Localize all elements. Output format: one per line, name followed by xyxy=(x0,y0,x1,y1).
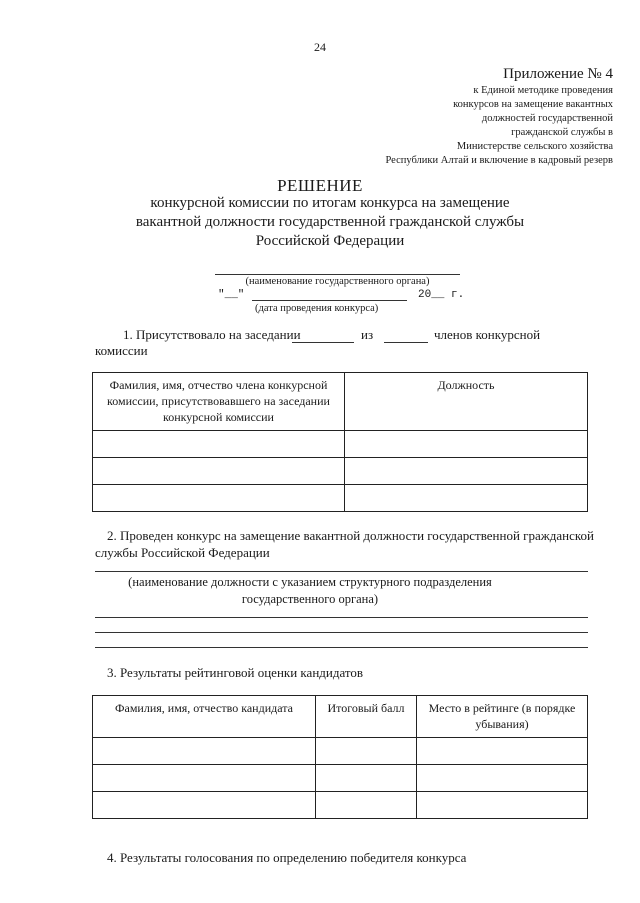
table-row xyxy=(93,738,588,765)
organ-caption: (наименование государственного органа) xyxy=(245,276,430,287)
appendix-line: к Единой методике проведения xyxy=(473,85,613,96)
section2-text: 2. Проведен конкурс на замещение вакантной должности государственной гражданской службы Российской Федерации xyxy=(95,528,594,560)
total-members-field xyxy=(384,342,428,343)
table-cell xyxy=(93,738,316,765)
appendix-title: Приложение № 4 xyxy=(503,66,613,82)
attended-count-field xyxy=(292,342,354,343)
blank-line xyxy=(95,647,588,648)
table-row xyxy=(93,431,588,458)
date-year: 20__ г. xyxy=(418,289,465,301)
table-cell xyxy=(93,485,345,512)
table-cell xyxy=(345,485,588,512)
column-header: Фамилия, имя, отчество члена конкурсной комиссии, присутствовавшего на заседании конкурсной комиссии xyxy=(93,373,345,431)
section1-text-d: комиссии xyxy=(95,343,148,358)
date-caption: (дата проведения конкурса) xyxy=(255,303,379,314)
appendix-line: Министерстве сельского хозяйства xyxy=(456,141,613,152)
table-cell xyxy=(417,792,588,819)
section1-text-c: членов конкурсной xyxy=(434,327,541,342)
section4-text: 4. Результаты голосования по определению победителя конкурса xyxy=(107,850,467,865)
column-header: Фамилия, имя, отчество кандидата xyxy=(93,696,316,738)
appendix-line: Республики Алтай и включение в кадровый резерв xyxy=(385,155,613,166)
column-header: Место в рейтинге (в порядке убывания) xyxy=(417,696,588,738)
appendix-line: должностей государственной xyxy=(481,113,613,124)
table-cell xyxy=(316,738,417,765)
table-cell xyxy=(417,765,588,792)
section1-text-a: 1. Присутствовало на заседании xyxy=(123,327,301,342)
appendix-line: гражданской службы в xyxy=(511,127,613,138)
position-name-field xyxy=(95,571,588,572)
appendix-line: конкурсов на замещение вакантных xyxy=(453,99,613,110)
table-row xyxy=(93,765,588,792)
rating-table xyxy=(92,695,588,819)
table-cell xyxy=(345,431,588,458)
appendix-description xyxy=(353,84,613,168)
table-cell xyxy=(345,458,588,485)
date-field xyxy=(252,300,407,301)
table-cell xyxy=(316,765,417,792)
organ-name-field xyxy=(215,274,460,275)
blank-line xyxy=(95,632,588,633)
page-number: 24 xyxy=(314,40,326,54)
table-cell xyxy=(93,431,345,458)
table-header-row xyxy=(93,373,588,431)
blank-line xyxy=(95,617,588,618)
table-row xyxy=(93,485,588,512)
column-header: Должность xyxy=(345,373,588,431)
column-header: Итоговый балл xyxy=(316,696,417,738)
table-cell xyxy=(417,738,588,765)
date-day: "__" xyxy=(218,289,245,301)
document-heading: РЕШЕНИЕ xyxy=(277,176,363,195)
members-table xyxy=(92,372,588,512)
table-cell xyxy=(93,765,316,792)
table-row xyxy=(93,458,588,485)
section3-text: 3. Результаты рейтинговой оценки кандидатов xyxy=(107,665,364,680)
section1-text-b: из xyxy=(361,327,374,342)
table-header-row xyxy=(93,696,588,738)
table-cell xyxy=(93,458,345,485)
table-cell xyxy=(93,792,316,819)
section2-caption: (наименование должности с указанием структурного подразделения государственного органа) xyxy=(128,575,492,606)
table-row xyxy=(93,792,588,819)
document-subheading: конкурсной комиссии по итогам конкурса на замещение вакантной должности государственной гражданской службы Российской Федерации xyxy=(135,195,525,249)
table-cell xyxy=(316,792,417,819)
